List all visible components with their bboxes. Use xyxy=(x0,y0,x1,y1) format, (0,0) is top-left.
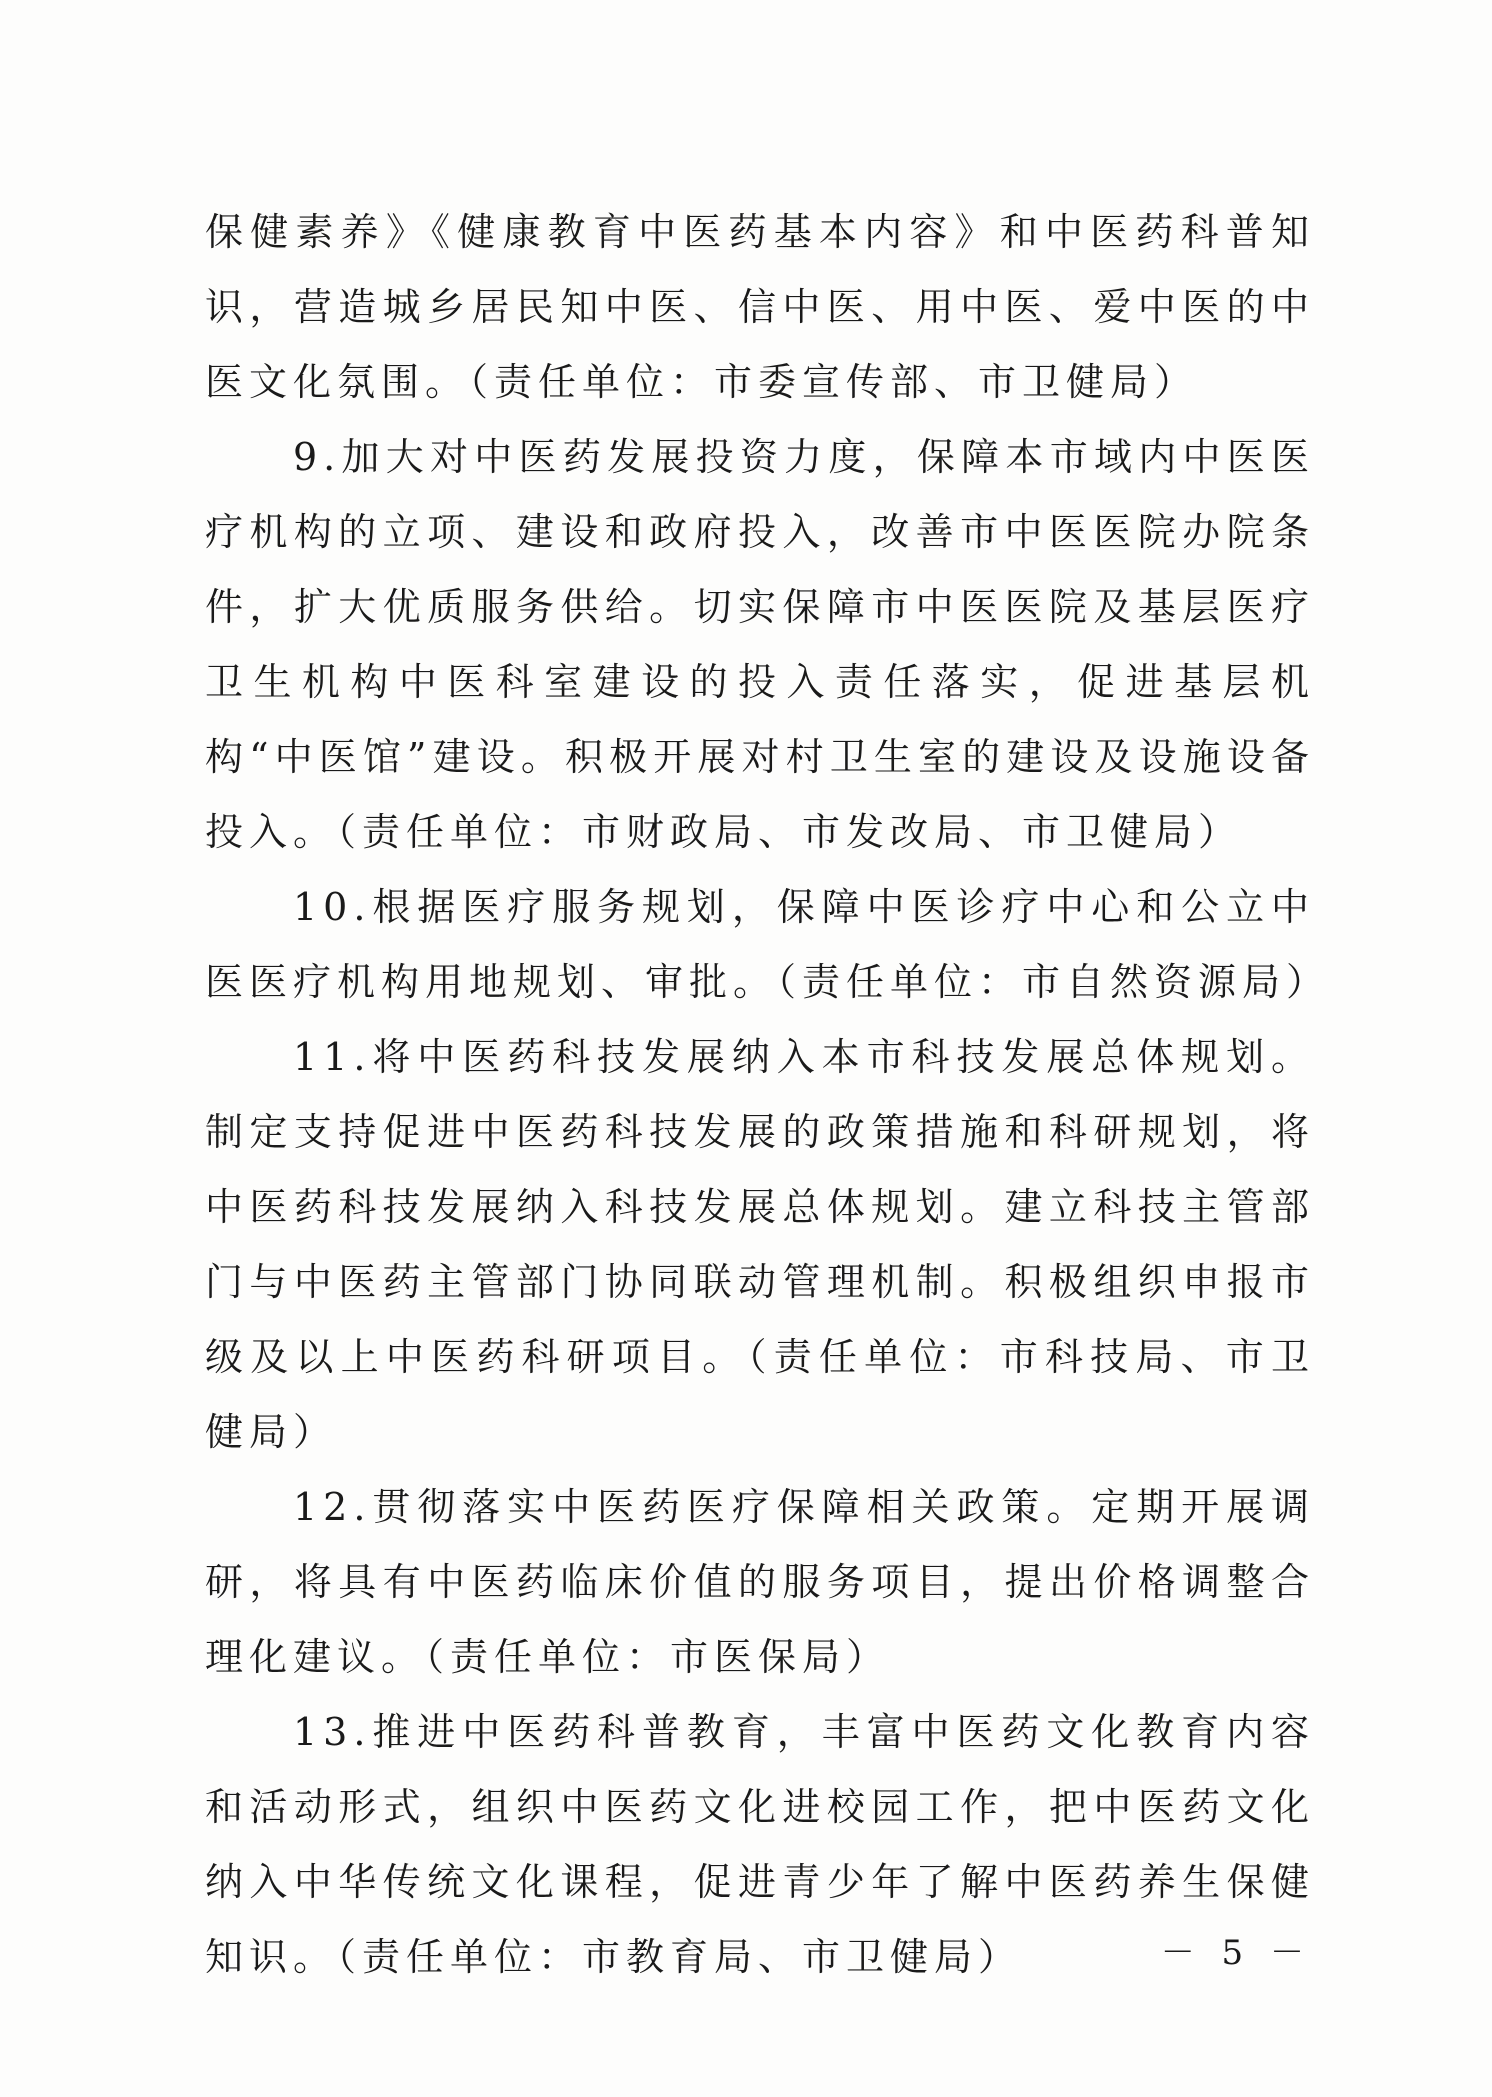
page-number: － 5 － xyxy=(1160,1933,1312,1973)
paragraph-item-9: 9.加大对中医药发展投资力度，保障本市域内中医医疗机构的立项、建设和政府投入，改善市中医医院办院条件，扩大优质服务供给。切实保障市中医医院及基层医疗卫生机构中医科室建设的投入责任落实，促进基层机构“中医馆”建设。积极开展对村卫生室的建设及设施设备投入。（责任单位：市财政局、市发改局、市卫健局） xyxy=(205,435,1315,854)
paragraph-continuation: 保健素养》《健康教育中医药基本内容》和中医药科普知识，营造城乡居民知中医、信中医、用中医、爱中医的中医文化氛围。（责任单位：市委宣传部、市卫健局） xyxy=(205,210,1315,404)
paragraph-item-12: 12.贯彻落实中医药医疗保障相关政策。定期开展调研，将具有中医药临床价值的服务项目，提出价格调整合理化建议。（责任单位：市医保局） xyxy=(205,1485,1315,1679)
paragraph-item-13: 13.推进中医药科普教育，丰富中医药文化教育内容和活动形式，组织中医药文化进校园工作，把中医药文化纳入中华传统文化课程，促进青少年了解中医药养生保健知识。（责任单位：市教育局、市卫健局） xyxy=(205,1710,1315,1979)
body-text xyxy=(205,195,1331,1995)
paragraph-item-10: 10.根据医疗服务规划，保障中医诊疗中心和公立中医医疗机构用地规划、审批。（责任单位：市自然资源局） xyxy=(205,885,1331,1004)
paragraph-item-11: 11.将中医药科技发展纳入本市科技发展总体规划。制定支持促进中医药科技发展的政策措施和科研规划，将中医药科技发展纳入科技发展总体规划。建立科技主管部门与中医药主管部门协同联动管理机制。积极组织申报市级及以上中医药科研项目。（责任单位：市科技局、市卫健局） xyxy=(205,1035,1315,1454)
